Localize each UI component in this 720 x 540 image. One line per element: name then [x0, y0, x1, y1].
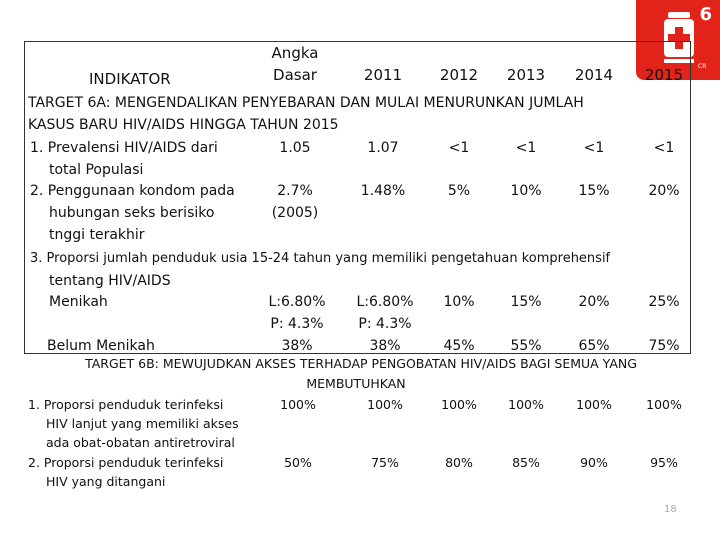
- row3-menikah-label: Menikah: [49, 294, 108, 310]
- row1-2012: <1: [448, 140, 470, 156]
- medicine-jar-icon: [668, 12, 690, 18]
- row3-belum-menikah-label: Belum Menikah: [47, 338, 155, 354]
- row3-belum-2012: 45%: [443, 338, 475, 354]
- row1-label-line1: 1. Prevalensi HIV/AIDS dari: [30, 140, 218, 156]
- row2-label-line3: tnggi terakhir: [49, 227, 145, 243]
- b-row1-2013: 100%: [508, 397, 544, 412]
- row1-2013: <1: [515, 140, 537, 156]
- b-row1-2015: 100%: [646, 397, 682, 412]
- row3-label-line1: 3. Proporsi jumlah penduduk usia 15-24 tahun yang memiliki pengetahuan komprehensif: [30, 251, 611, 266]
- b-row2-label-line2: HIV yang ditangani: [46, 474, 166, 489]
- b-row1-label-line3: ada obat-obatan antiretroviral: [46, 435, 235, 450]
- row3-menikah-2013: 15%: [510, 294, 542, 310]
- b-row2-2015: 95%: [650, 455, 678, 470]
- badge-caption: CR: [698, 63, 707, 70]
- b-row2-2011: 75%: [371, 455, 399, 470]
- row2-2014: 15%: [578, 183, 610, 199]
- row3-label-line2: tentang HIV/AIDS: [49, 273, 171, 289]
- row2-label-line2: hubungan seks berisiko: [49, 205, 215, 221]
- target-6b-title-line2: MEMBUTUHKAN: [306, 376, 406, 391]
- b-row2-2014: 90%: [580, 455, 608, 470]
- row3-belum-2015: 75%: [648, 338, 680, 354]
- row3-menikah-2011-l: L:6.80%: [356, 294, 414, 310]
- row2-baseline-note: (2005): [271, 205, 319, 221]
- b-row1-label-line1: 1. Proporsi penduduk terinfeksi: [28, 397, 224, 412]
- row1-label-line2: total Populasi: [49, 162, 144, 178]
- row3-belum-baseline: 38%: [281, 338, 313, 354]
- row3-menikah-2015: 25%: [648, 294, 680, 310]
- b-row1-2014: 100%: [576, 397, 612, 412]
- row3-belum-2014: 65%: [578, 338, 610, 354]
- target-6a-title-line2: KASUS BARU HIV/AIDS HINGGA TAHUN 2015: [28, 117, 339, 133]
- target-6b-title-line1: TARGET 6B: MEWUJUDKAN AKSES TERHADAP PENGOBATAN HIV/AIDS BAGI SEMUA YANG: [85, 356, 637, 371]
- row2-label-line1: 2. Penggunaan kondom pada: [30, 183, 235, 199]
- b-row1-baseline: 100%: [280, 397, 316, 412]
- b-row2-baseline: 50%: [284, 455, 312, 470]
- header-year-2015: 2015: [644, 66, 684, 84]
- row3-belum-2011: 38%: [369, 338, 401, 354]
- row3-menikah-2011-p: P: 4.3%: [358, 316, 412, 332]
- row3-belum-2013: 55%: [510, 338, 542, 354]
- b-row1-2011: 100%: [367, 397, 403, 412]
- row2-2015: 20%: [648, 183, 680, 199]
- header-year-2013: 2013: [506, 66, 546, 84]
- header-angka: Angka: [271, 44, 319, 62]
- goal-number: 6: [699, 4, 712, 25]
- b-row1-2012: 100%: [441, 397, 477, 412]
- header-year-2012: 2012: [439, 66, 479, 84]
- header-year-2011: 2011: [363, 66, 403, 84]
- row1-2014: <1: [583, 140, 605, 156]
- row3-menikah-baseline-p: P: 4.3%: [270, 316, 324, 332]
- b-row2-2013: 85%: [512, 455, 540, 470]
- b-row1-label-line2: HIV lanjut yang memiliki akses: [46, 416, 239, 431]
- page-number: 18: [664, 504, 677, 515]
- b-row2-label-line1: 2. Proporsi penduduk terinfeksi: [28, 455, 224, 470]
- row2-2011: 1.48%: [360, 183, 406, 199]
- row2-2013: 10%: [510, 183, 542, 199]
- row3-menikah-2012: 10%: [443, 294, 475, 310]
- row1-baseline: 1.05: [279, 140, 311, 156]
- b-row2-2012: 80%: [445, 455, 473, 470]
- row1-2015: <1: [653, 140, 675, 156]
- header-dasar: Dasar: [273, 66, 317, 84]
- row3-menikah-baseline-l: L:6.80%: [268, 294, 326, 310]
- row2-2012: 5%: [447, 183, 471, 199]
- target-6a-title-line1: TARGET 6A: MENGENDALIKAN PENYEBARAN DAN MULAI MENURUNKAN JUMLAH: [28, 95, 584, 111]
- header-indikator: INDIKATOR: [89, 70, 171, 88]
- header-year-2014: 2014: [574, 66, 614, 84]
- row1-2011: 1.07: [367, 140, 399, 156]
- row2-baseline: 2.7%: [277, 183, 313, 199]
- row3-menikah-2014: 20%: [578, 294, 610, 310]
